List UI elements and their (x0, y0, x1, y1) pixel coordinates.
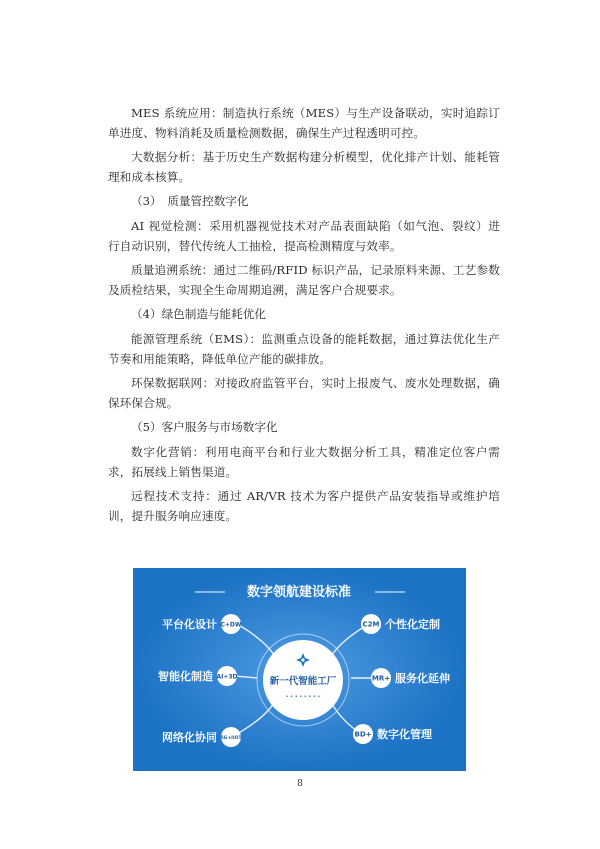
node-badge (353, 724, 373, 744)
paragraph: 能源管理系统（EMS）：监测重点设备的能耗数据，通过算法优化生产节奏和用能策略，降低单位产能的碳排放。 (108, 331, 500, 366)
figure-title: 数字领航建设标准 (246, 585, 352, 600)
paragraph: 大数据分析：基于历史生产数据构建分析模型，优化排产计划、能耗管理和成本核算。 (108, 150, 500, 184)
paragraph: 环保数据联网：对接政府监管平台，实时上报废气、废水处理数据，确保环保合规。 (108, 376, 500, 410)
badge-text: AI+3D (216, 673, 238, 681)
section-heading: （3） 质量管控数字化 (131, 194, 249, 209)
paragraph: 数字化营销：利用电商平台和行业大数据分析工具，精准定位客户需求，拓展线上销售渠道。 (108, 444, 500, 479)
node-label: 个性化定制 (385, 618, 440, 631)
node-badge (371, 668, 391, 688)
node-label: 数字化管理 (377, 728, 432, 741)
digital-standard-figure (133, 568, 466, 771)
center-label: 新一代智能工厂 (269, 676, 337, 687)
node-label: 网络化协同 (162, 731, 217, 744)
page-number: 8 (297, 779, 303, 789)
node-label: 平台化设计 (162, 618, 217, 631)
node-badge (361, 614, 381, 634)
body-text (108, 104, 500, 531)
node-label: 服务化延伸 (395, 672, 450, 685)
section-heading: （4）绿色制造与能耗优化 (131, 307, 266, 322)
badge-text: MR+ (371, 674, 391, 683)
node-label: 智能化制造 (158, 670, 213, 683)
paragraph: AI 视觉检测：采用机器视觉技术对产品表面缺陷（如气泡、裂纹）进行自动识别，替代传统人工抽检，提高检测精度与效率。 (108, 218, 500, 253)
paragraph: 质量追溯系统：通过二维码/RFID 标识产品，记录原料来源、工艺参数及质检结果，实现全生命周期追溯，满足客户合规要求。 (108, 263, 500, 297)
badge-text: C+DW (220, 621, 242, 629)
badge-text: C2M (362, 620, 380, 629)
badge-text: BD+ (354, 730, 372, 739)
paragraph: 远程技术支持：通过 AR/VR 技术为客户提供产品安装指导或维护培训，提升服务响应速度。 (108, 489, 500, 523)
paragraph: MES 系统应用：制造执行系统（MES）与生产设备联动，实时追踪订单进度、物料消耗及质量检测数据，确保生产过程透明可控。 (108, 106, 500, 140)
badge-text: 5G+IIOT (220, 736, 242, 741)
center-dots: • • • • • • • • (285, 694, 321, 700)
section-heading: （5）客户服务与市场数字化 (131, 420, 278, 435)
